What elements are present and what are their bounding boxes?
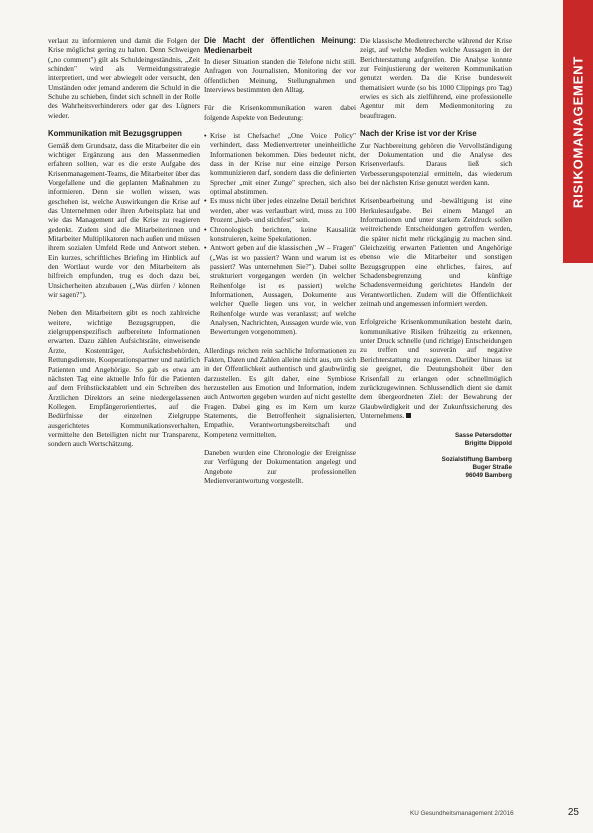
section-heading: Die Macht der öffentlichen Meinung: Medienarbeit [204,36,356,55]
paragraph [360,317,512,420]
paragraph: Zur Nachbereitung gehören die Vervollständigung der Dokumentation und die Analyse des Krisenverlaufs. Daraus ließ sich Verbesserungspotenzial ermitteln, das wiederum bei der nächsten Krise genutzt werden kann. [360,140,512,187]
author-entry [360,432,512,448]
author-block [360,432,512,480]
paragraph: Für die Krisenkommunikation waren dabei folgende Aspekte von Bedeutung: [204,103,356,122]
affiliation-line: 96049 Bamberg [465,472,512,480]
list-item: • Es muss nicht über jedes einzelne Detail berichtet werden, aber was verlautbart wird, muss zu 100 Prozent „hieb- und stichfest" sein. [204,196,356,224]
list-item: • Chronologisch berichten, keine Kausalität konstruieren, keine Spekulationen. [204,225,356,244]
paragraph: Neben den Mitarbeitern gibt es noch zahlreiche weitere, wichtige Bezugsgruppen, die zielgruppenspezifisch aufbereitete Informationen erwarten. Dazu zählen Aufsichtsräte, einweisende Ärzte, Kostenträger, Aufsichtsbehörden, Rettungsdienste, Kooperationspartner und natürlich Patienten und Angehörige. So gab es etwa am nächsten Tag eine aktuelle Info für die Patienten auf dem Frühstückstablett und ein Schreiben des Ärztlichen Direktors an seine niedergelassenen Kollegen. Empfängerorientiertes, auf die Bedürfnisse der einzelnen Zielgruppe ausgerichtetes Kommunikationsverhalten, vermittelte den Beteiligten nicht nur Transparenz, sondern auch Wertschätzung. [48,308,200,449]
section-tab-label: RISIKOMANAGEMENT [570,55,586,208]
author-name: Sasse Petersdotter [454,432,512,440]
affiliation-line: Sozialstiftung Bamberg [441,456,512,464]
paragraph: Allerdings reichen rein sachliche Informationen zu Fakten, Daten und Zahlen alleine nicht aus, um sich in der Öffentlichkeit authentisch und glaubwürdig darzustellen. Es gilt daher, eine Symbiose herzustellen aus Emotion und Information, indem auch Antworten gegeben wurden auf nicht gestellte Fragen. Dabei ging es im Kern um kurze Statements, die Betroffenheit signalisierten, Empathie, Verantwortungsbereitschaft und Kompetenz vermittelten. [204,345,356,439]
paragraph: Daneben wurden eine Chronologie der Ereignisse zur Verfügung der Dokumentation angelegt und Angebote zur professionellen Medienverantwortung vorgestellt. [204,448,356,486]
text-column-3 [360,36,512,793]
list-item: • Antwort geben auf die klassischen „W – Fragen" („Was ist wo passiert? Wann und warum ist es passiert? Was unternehmen Sie?"). Dabei sollte strukturiert vorgegangen werden (in welcher Reihenfolge ist es passiert) welche Informationen, Aussagen, Dokumente aus welcher Quelle liegen uns vor, in welcher Reihenfolge wurde was veranlasst; auf welche Analysen, Nachrichten, Aussagen wurde wie, von Bewertungen vorgenommen). [204,243,356,336]
magazine-issue: KU Gesundheitsmanagement 2/2016 [410,810,514,817]
page-footer [360,807,579,819]
text-column-1 [48,36,200,793]
page-number: 25 [567,807,579,818]
list-item: • Krise ist Chefsache! „One Voice Policy" verhindert, dass Medienvertreter uneinheitliche Informationen bekommen. Dies bedeutet nicht, dass in der Krise nur eine einzige Person kommunizieren darf, sondern dass die definierten Sprecher „mit einer Zunge" sprechen, sich also optimal abstimmen. [204,131,356,196]
section-heading: Kommunikation mit Bezugsgruppen [48,129,182,139]
end-of-article-mark [406,413,411,418]
bullet-list [204,131,356,337]
author-affiliation [360,456,512,480]
paragraph: Die klassische Medienrecherche während der Krise zeigt, auf welche Medien welche Aussagen in der Berichterstattung aufgreifen. Die Analyse konnte zur Feinjustierung der weiteren Kommunikation genutzt werden. Da die Krise bundesweit thematisiert wurde (so bis 1000 Clippings pro Tag) erwies es sich als zielführend, eine professionelle Agentur mit dem Medienmonitoring zu beauftragen. [360,36,512,120]
paragraph: In dieser Situation standen die Telefone nicht still. Anfragen von Journalisten, Monitoring der vor öffentlichen Meinung, Stellungnahmen und Interviews bestimmten den Alltag. [204,57,356,95]
section-tab [563,0,593,263]
paragraph: verlaut zu informieren und damit die Folgen der Krise möglichst gering zu halten. Denn Schweigen („no comment") gilt als Schuldeingeständnis, „Zeit schinden" wird als Vermeidungsstrategie interpretiert, und wer abwiegelt oder versucht, den Umständen oder jemand anderem die Schuld in die Schuhe zu schieben, findet sich schnell in der Rolle des Wahrheitsverhinderers oder gar des Lügners wieder. [48,36,200,120]
author-name: Brigitte Dippold [464,440,512,448]
paragraph: Gemäß dem Grundsatz, dass die Mitarbeiter die ein wichtiger Ergänzung aus den Massenmedien erfahren sollten, war es die erste Aufgabe des Krisenmanagement-Teams, die Mitarbeiter über das Vorgefallene und die geplanten Maßnahmen zu informieren. Denn sie wollen wissen, was geschehen ist, welche Auswirkungen die Krise auf das Unternehmen oder ihren Arbeitsplatz hat und wie das Management auf die Krise zu reagieren gedenkt. Zudem sind die Mitarbeiterinnen und Mitarbeiter Multiplikatoren nach außen und müssen ihrem sozialen Umfeld Rede und Antwort stehen. Ein kurzes, schriftliches Briefing im Hinblick auf den Wortlaut wurde vor den Mitarbeitern als hilfreich empfunden, trug es doch dazu bei, Unsicherheiten abzubauen („Was dürfen / können wir sagen?"). [48,140,200,300]
section-heading: Nach der Krise ist vor der Krise [360,129,477,139]
closing-paragraph-text: Erfolgreiche Krisenkommunikation besteht darin, kommunikative Risiken frühzeitig zu erkennen, unter Druck schnelle (und richtige) Entscheidungen zu treffen und souverän auf negative Berichterstattung zu reagieren. Darüber hinaus ist sie geeignet, die Deutungshoheit über den Krisenfall zu erlangen oder schnellmöglich zurückzugewinnen. Schlussendlich dient sie damit dem übergeordneten Ziel: der Bewahrung der Glaubwürdigkeit und der Zukunftssicherung des Unternehmens. [360,317,512,420]
affiliation-line: Buger Straße [472,464,512,472]
text-column-2 [204,36,356,793]
paragraph: Krisenbearbeitung und -bewältigung ist eine Herkulesaufgabe. Bei einem Mangel an Informationen und unter starkem Zeitdruck sollen weitreichende Entscheidungen getroffen werden, die später nicht mehr rückgängig zu machen sind. Gleichzeitig erwarten Patienten und Angehörige ebenso wie die Mitarbeiter und sonstigen Bezugsgruppen eine ehrliches, faires, auf Schadensbegrenzung und künftige Schadensvermeidung gerichtetes Handeln der Verantwortlichen. Zudem will die Öffentlichkeit zeitnah und angemessen informiert werden. [360,196,512,309]
